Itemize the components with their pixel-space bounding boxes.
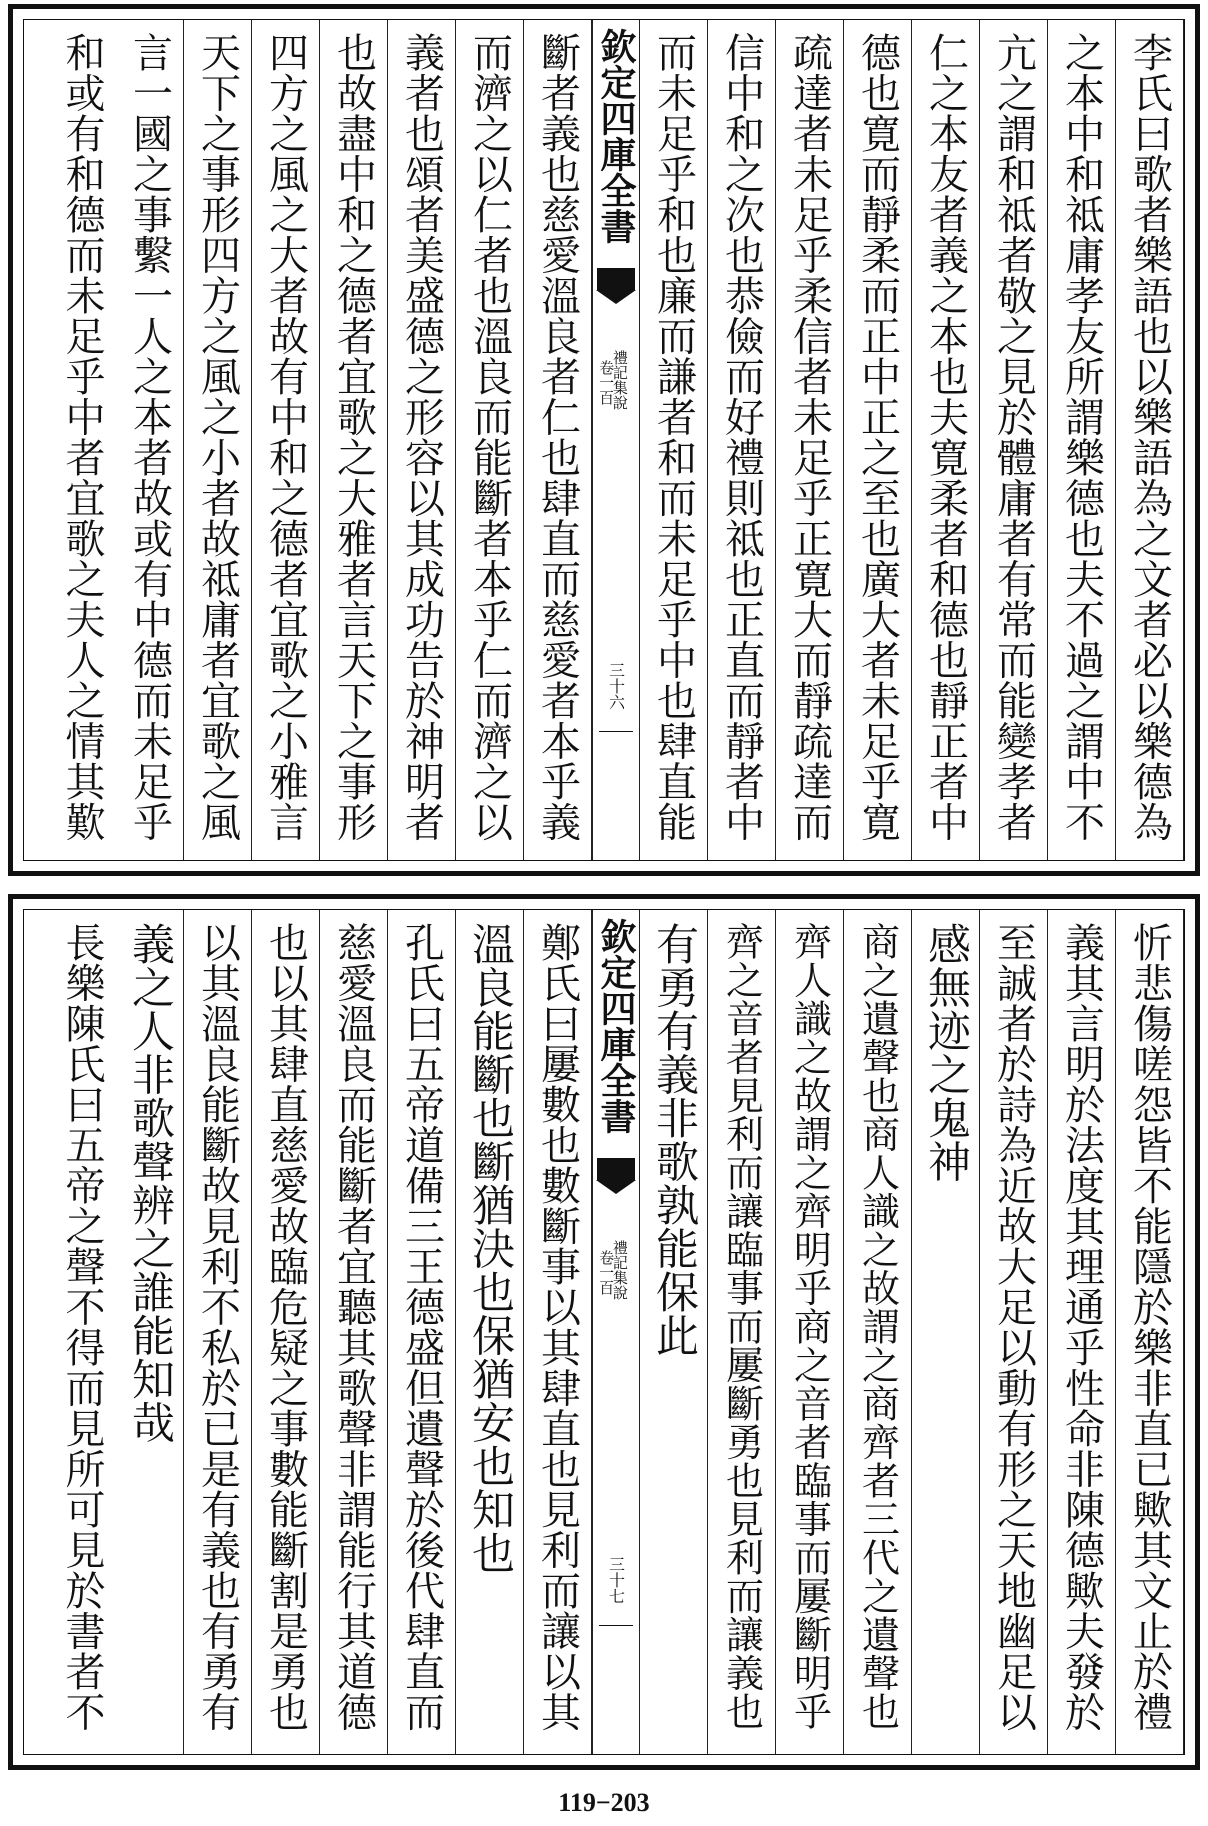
text-column: 天下之事形四方之風之小者故祗庸者宜歌之風 — [184, 20, 252, 860]
top-page — [8, 4, 1200, 876]
fish-tail-mark — [597, 1158, 635, 1180]
text-column: 李氏曰歌者樂語也以樂語為之文者必以樂德為 — [1116, 20, 1184, 860]
text-column: 鄭氏曰屢數也數斷事以其肆直也見利而讓以其 — [524, 910, 592, 1754]
text-column: 忻悲傷嗟怨皆不能隱於樂非直已歟其文止於禮 — [1116, 910, 1184, 1754]
text-column: 也以其肆直慈愛故臨危疑之事數能斷割是勇也 — [252, 910, 320, 1754]
banner-book-title: 禮記集說 — [610, 350, 629, 410]
text-column: 慈愛溫良而能斷者宜聽其歌聲非謂能行其道德 — [320, 910, 388, 1754]
text-column: 感無迹之鬼神 — [912, 910, 980, 1754]
top-page-frame — [23, 19, 1185, 861]
text-column: 亢之謂和祗者敬之見於體庸者有常而能變孝者 — [980, 20, 1048, 860]
banner-rule — [599, 731, 633, 732]
text-column: 至誠者於詩為近故大足以動有形之天地幽足以 — [980, 910, 1048, 1754]
text-column: 仁之本友者義之本也夫寛柔者和德也靜正者中 — [912, 20, 980, 860]
text-column: 之本中和祗庸孝友所謂樂德也夫不過之謂中不 — [1048, 20, 1116, 860]
text-column: 溫良能斷也斷猶決也保猶安也知也 — [456, 910, 524, 1754]
text-column: 和或有和德而未足乎中者宜歌之夫人之情其歎 — [59, 32, 105, 842]
text-column: 義者也頌者美盛德之形容以其成功告於神明者 — [388, 20, 456, 860]
text-column: 義其言明於法度其理通乎性命非陳德歟夫發於 — [1048, 910, 1116, 1754]
banner-volume: 卷一百 — [597, 1250, 616, 1295]
fish-tail-mark — [597, 268, 635, 290]
text-column: 也故盡中和之德者宜歌之大雅者言天下之事形 — [320, 20, 388, 860]
center-banner — [592, 20, 640, 860]
text-column: 齊人識之故謂之齊明乎商之音者臨事而屢斷明乎 — [776, 910, 844, 1754]
bottom-page-frame — [23, 909, 1185, 1755]
banner-title: 欽定四庫全書 — [595, 918, 637, 1134]
text-column: 孔氏曰五帝道備三王德盛但遺聲於後代肆直而 — [388, 910, 456, 1754]
bottom-page-columns — [24, 910, 1184, 1754]
text-column: 四方之風之大者故有中和之德者宜歌之小雅言 — [252, 20, 320, 860]
text-column: 德也寛而靜柔而正中正之至也廣大者未足乎寛 — [844, 20, 912, 860]
text-column: 信中和之次也恭儉而好禮則祗也正直而靜者中 — [708, 20, 776, 860]
text-column: 齊之音者見利而讓臨事而屢斷勇也見利而讓義也 — [708, 910, 776, 1754]
page-footer-number: 119−203 — [558, 1788, 650, 1817]
text-column: 義之人非歌聲辨之誰能知哉 — [116, 910, 184, 1754]
text-column: 商之遺聲也商人識之故謂之商齊者三代之遺聲也 — [844, 910, 912, 1754]
top-page-columns — [24, 20, 1184, 860]
banner-rule — [599, 1625, 633, 1626]
center-banner — [592, 910, 640, 1754]
text-column: 長樂陳氏曰五帝之聲不得而見所可見於書者不 — [59, 922, 105, 1732]
bottom-page — [8, 894, 1200, 1770]
text-column: 斷者義也慈愛溫良者仁也肆直而慈愛者本乎義 — [524, 20, 592, 860]
text-column: 有勇有義非歌孰能保此 — [640, 910, 708, 1754]
banner-volume: 卷一百 — [597, 360, 616, 405]
banner-page-number: 三十六 — [606, 662, 626, 710]
text-column: 疏達者未足乎柔信者未足乎正寛大而靜疏達而 — [776, 20, 844, 860]
text-column: 而濟之以仁者也溫良而能斷者本乎仁而濟之以 — [456, 20, 524, 860]
banner-book-title: 禮記集說 — [610, 1240, 629, 1300]
text-column: 以其溫良能斷故見利不私於已是有義也有勇有 — [184, 910, 252, 1754]
banner-title: 欽定四庫全書 — [595, 28, 637, 244]
banner-page-number: 三十七 — [606, 1556, 626, 1604]
text-column: 言一國之事繫一人之本者故或有中德而未足乎 — [116, 20, 184, 860]
text-column: 而未足乎和也廉而謙者和而未足乎中也肆直能 — [640, 20, 708, 860]
